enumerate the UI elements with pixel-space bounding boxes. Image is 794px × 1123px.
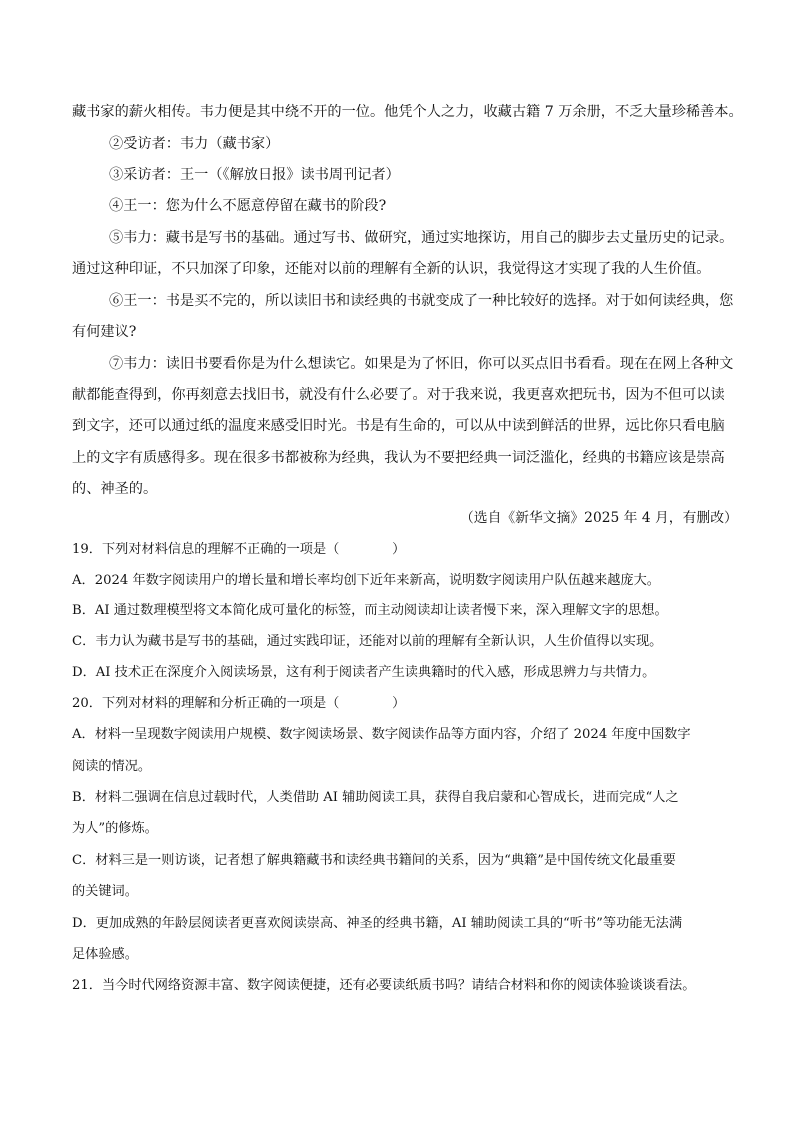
answer-7-line-2: 献都能查得到，你再刻意去找旧书，就没有什么必要了。对于我来说，我更喜欢把玩书，因为不但可以读	[72, 387, 725, 403]
question-20-option-b-line-2: 为人”的修炼。	[72, 821, 158, 836]
question-19-option-a: A．2024 年数字阅读用户的增长量和增长率均创下近年来新高，说明数字阅读用户队伍越来越庞大。	[72, 573, 660, 588]
answer-7-line-1: ⑦韦力：读旧书要看你是为什么想读它。如果是为了怀旧，你可以买点旧书看看。现在在网上各种文	[109, 356, 734, 372]
question-19-stem: 19．下列对材料信息的理解不正确的一项是（ ）	[72, 542, 406, 557]
paragraph-intro: 藏书家的薪火相传。韦力便是其中绕不开的一位。他凭个人之力，收藏古籍 7 万余册，不乏大量珍稀善本。	[72, 104, 743, 120]
answer-7-line-5: 的、神圣的。	[72, 481, 158, 497]
question-4: ④王一：您为什么不愿意停留在藏书的阶段?	[109, 198, 387, 214]
answer-7-line-3: 到文字，还可以通过纸的温度来感受旧时光。书是有生命的，可以从中读到鲜活的世界，远比你只看电脑	[72, 418, 725, 434]
interviewer-line: ③采访者：王一（《解放日报》读书周刊记者）	[109, 167, 400, 183]
question-6-line-1: ⑥王一：书是买不完的，所以读旧书和读经典的书就变成了一种比较好的选择。对于如何读经典，您	[109, 293, 734, 309]
question-6-line-2: 有何建议?	[72, 324, 137, 340]
interviewee-line: ②受访者：韦力（藏书家）	[109, 136, 280, 152]
question-20-stem: 20．下列对材料的理解和分析正确的一项是（ ）	[72, 696, 406, 711]
question-20-option-a-line-2: 阅读的情况。	[72, 759, 152, 774]
question-21-stem: 21．当今时代网络资源丰富、数字阅读便捷，还有必要读纸质书吗？请结合材料和你的阅读体验谈谈看法。	[72, 978, 696, 993]
question-20-option-c-line-1: C．材料三是一则访谈，记者想了解典籍藏书和读经典书籍间的关系，因为“典籍”是中国传统文化最重要	[72, 853, 676, 868]
question-20-option-b-line-1: B．材料二强调在信息过载时代，人类借助 AI 辅助阅读工具，获得自我启蒙和心智成长，进而完成“人之	[72, 790, 679, 805]
question-20-option-c-line-2: 的关键词。	[72, 884, 138, 899]
answer-5-line-1: ⑤韦力：藏书是写书的基础。通过写书、做研究，通过实地探访，用自己的脚步去丈量历史的记录。	[109, 230, 734, 246]
question-19-option-d: D．AI 技术正在深度介入阅读场景，这有利于阅读者产生读典籍时的代入感，形成思辨力与共情力。	[72, 665, 656, 680]
answer-7-line-4: 上的文字有质感得多。现在很多书都被称为经典，我认为不要把经典一词泛滥化，经典的书籍应该是崇高	[72, 450, 725, 466]
question-19-option-b: B．AI 通过数理模型将文本简化成可量化的标签，而主动阅读却让读者慢下来，深入理解文字的思想。	[72, 603, 668, 618]
question-20-option-a-line-1: A．材料一呈现数字阅读用户规模、数字阅读场景、数字阅读作品等方面内容，介绍了 2024 年度中国数字	[72, 727, 691, 742]
answer-5-line-2: 通过这种印证，不只加深了印象，还能对以前的理解有全新的认识，我觉得这才实现了我的人生价值。	[72, 261, 711, 277]
question-20-option-d-line-2: 足体验感。	[72, 947, 138, 962]
source-citation: （选自《新华文摘》2025 年 4 月，有删改）	[460, 510, 738, 526]
question-19-option-c: C．韦力认为藏书是写书的基础，通过实践印证，还能对以前的理解有全新认识，人生价值得以实现。	[72, 634, 663, 649]
question-20-option-d-line-1: D．更加成熟的年龄层阅读者更喜欢阅读崇高、神圣的经典书籍，AI 辅助阅读工具的“听书”等功能无法满	[72, 916, 683, 931]
